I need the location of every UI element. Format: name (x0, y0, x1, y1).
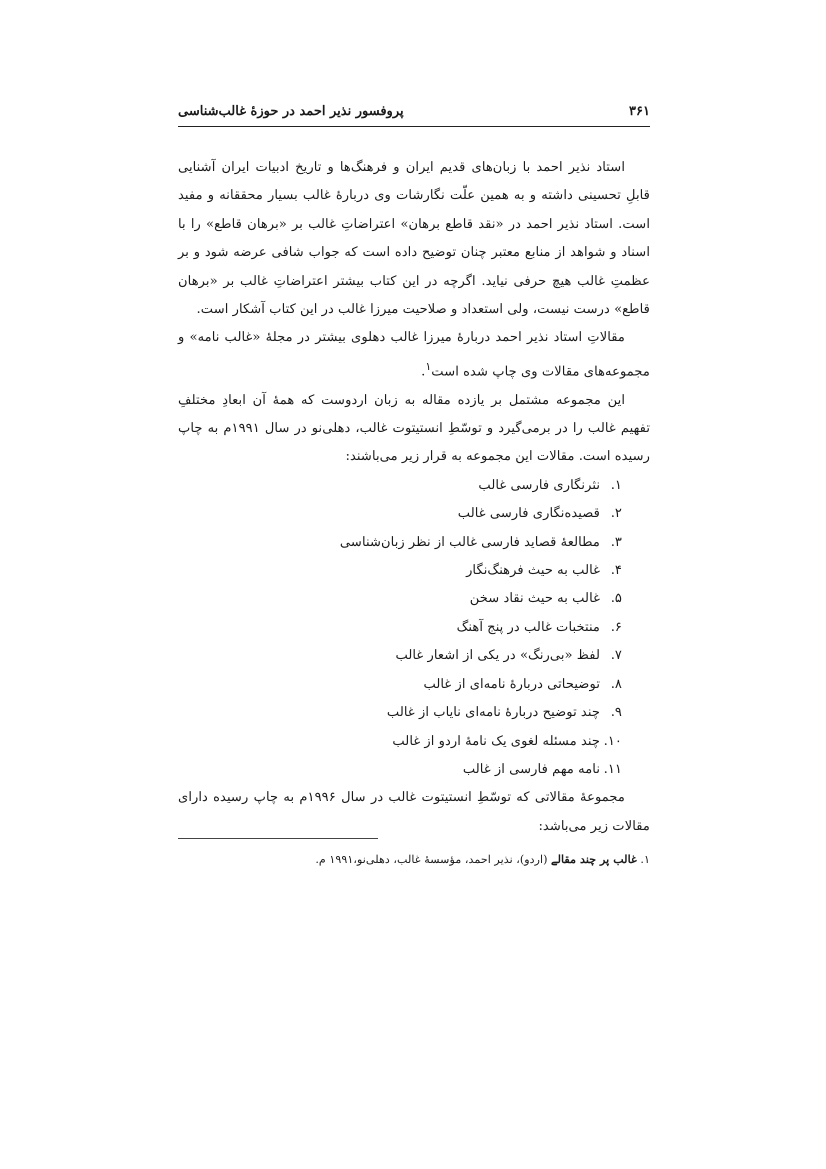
list-item (178, 585, 622, 613)
paragraph-2: مقالاتِ استاد نذیر احمد دربارۀ میرزا غالب دهلوی بیشتر در مجلۀ «غالب نامه» و مجموعه‌های مقالات وی چاپ شده است$^۱$. (178, 330, 650, 380)
list-item-number: ۲. (610, 506, 622, 522)
list-item-number: ۶. (610, 619, 622, 635)
footnote-divider (178, 838, 378, 839)
list-item-number: ۵. (610, 591, 622, 607)
list-item-text: غالب به حیث نقاد سخن (469, 591, 600, 607)
running-title: پروفسور نذیر احمد در حوزۀ غالب‌شناسی (178, 104, 404, 119)
running-header (178, 104, 650, 127)
list-item-text: نامه مهم فارسی از غالب (462, 761, 600, 777)
footnote: ۱. غالب پر چند مقالے (اردو)، نذیر احمد، مؤسسۀ غالب، دهلی‌نو،۱۹۹۱ م. (315, 852, 650, 866)
list-item-text: چند توضیح دربارۀ نامه‌ای نایاب از غالب (386, 705, 600, 721)
list-item-number: ۹. (610, 705, 622, 721)
footnote-source-title: غالب پر چند مقالے (551, 852, 637, 866)
paragraph-2-text: مقالاتِ استاد نذیر احمد دربارۀ میرزا غالب دهلوی بیشتر در مجلۀ «غالب نامه» و مجموعه‌های مقالات وی چاپ شده است (178, 330, 650, 380)
footnote-marker: ۱ (425, 359, 432, 373)
list-item-number: ۴. (610, 563, 622, 579)
document-page (178, 0, 650, 1169)
list-item (178, 500, 622, 528)
list-item-text: منتخبات غالب در پنج آهنگ (456, 619, 600, 635)
list-item-text: چند مسئله لغوی یک نامۀ اردو از غالب (392, 733, 600, 749)
list-item (178, 472, 622, 500)
list-item (178, 699, 622, 727)
list-item (178, 614, 622, 642)
closing-paragraph: مجموعۀ مقالاتی که توسّطِ انستیتوت غالب در سال ۱۹۹۶م به چاپ رسیده دارای مقالات زیر می‌باشد: (178, 790, 650, 834)
list-item-text: مطالعۀ قصاید فارسی غالب از نظر زبان‌شناسی (339, 534, 600, 550)
list-item-text: غالب به حیث فرهنگ‌نگار (466, 563, 600, 579)
article-list (178, 472, 650, 784)
list-item (178, 557, 622, 585)
list-item-number: ۷. (610, 648, 622, 664)
page-number: ۳۶۱ (629, 104, 650, 119)
list-item (178, 671, 622, 699)
list-item-text: لفظ «بی‌رنگ» در یکی از اشعار غالب (395, 648, 600, 664)
list-item-text: قصیده‌نگاری فارسی غالب (457, 506, 600, 522)
list-item-number: ۳. (610, 534, 622, 550)
list-item (178, 529, 622, 557)
list-item-number: ۱. (610, 477, 622, 493)
list-item-number: ۱۰. (603, 733, 622, 749)
footnote-number: ۱ (643, 853, 650, 866)
list-item-text: نثرنگاری فارسی غالب (478, 477, 600, 493)
list-item (178, 756, 622, 784)
list-item (178, 642, 622, 670)
paragraph-3: این مجموعه مشتمل بر یازده مقاله به زبان اردوست که همۀ آن ابعادِ مختلفِ تفهیم غالب را در برمی‌گیرد و توسّطِ انستیتوت غالب، دهلی‌نو در سال ۱۹۹۱م به چاپ رسیده است. مقالات این مجموعه به قرار زیر می‌باشند: (178, 392, 650, 465)
list-item-number: ۱۱. (603, 761, 622, 777)
body-text (178, 154, 650, 841)
footnote-details: (اردو)، نذیر احمد، مؤسسۀ غالب، دهلی‌نو،۱۹۹۱ م. (315, 853, 552, 866)
list-item-text: توضیحاتی دربارۀ نامه‌ای از غالب (423, 676, 600, 692)
list-item (178, 728, 622, 756)
paragraph-1: استاد نذیر احمد با زبان‌های قدیم ایران و فرهنگ‌ها و تاریخ ادبیات ایران آشنایی قابلِ تحسینی داشته و به همین علّت نگارشات وی دربارۀ غالب بسیار محققانه و مفید است. استاد نذیر احمد در «نقد قاطع برهان» اعتراضاتِ غالب بر «برهان قاطع» را با اسناد و شواهد از منابع معتبر چنان توضیح داده است که جواب شافی عرضه شود و بر عظمتِ غالب هیچ حرفی نیاید. اگرچه در این کتاب بیشتر اعتراضاتِ غالب بر «برهان قاطع» درست نیست، ولی استعداد و صلاحیت میرزا غالب در این کتاب آشکار است. (178, 160, 650, 318)
list-item-number: ۸. (610, 676, 622, 692)
